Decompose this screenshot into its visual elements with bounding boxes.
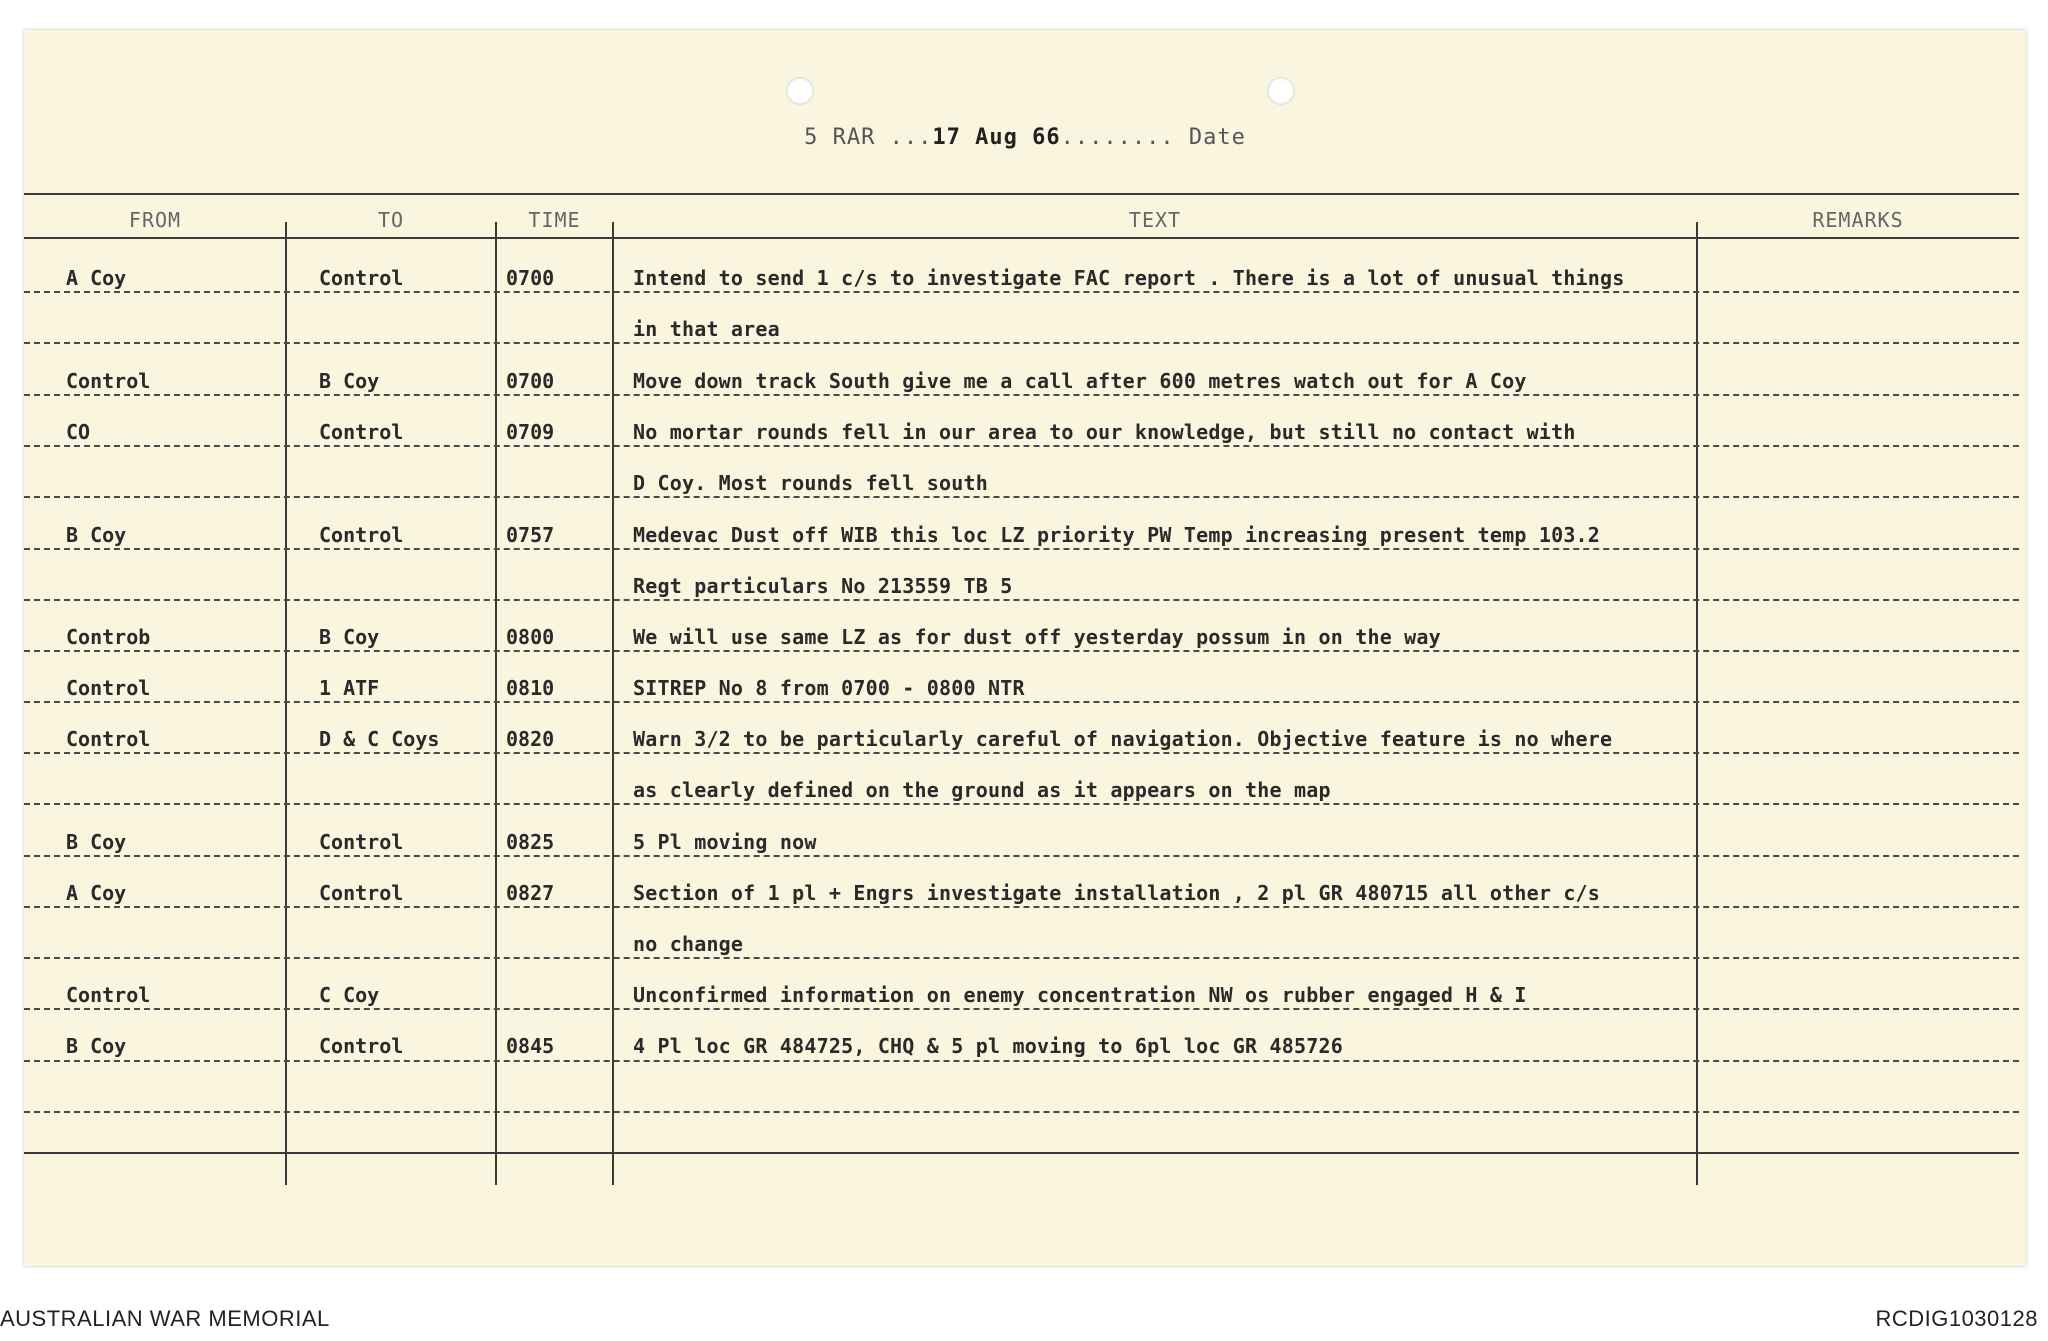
- row-rule: [24, 957, 2019, 959]
- row-text: Section of 1 pl + Engrs investigate installation , 2 pl GR 480715 all other c/s: [633, 881, 1601, 905]
- row-text: in that area: [633, 317, 780, 341]
- row-text: 4 Pl loc GR 484725, CHQ & 5 pl moving to 6pl loc GR 485726: [633, 1034, 1343, 1058]
- row-rule: [24, 1060, 2019, 1062]
- row-rule: [24, 342, 2019, 344]
- row-rule: [24, 599, 2019, 601]
- table-bottom-rule: [24, 1152, 2019, 1154]
- row-rule: [24, 394, 2019, 396]
- archive-credit: AUSTRALIAN WAR MEMORIAL: [0, 1306, 330, 1331]
- row-text: as clearly defined on the ground as it appears on the map: [633, 778, 1331, 802]
- row-time: 0810: [506, 676, 555, 700]
- column-header-text: TEXT: [1128, 208, 1182, 232]
- row-rule: [24, 548, 2019, 550]
- row-from: Control: [66, 676, 151, 700]
- row-to: 1 ATF: [319, 676, 380, 700]
- row-time: 0827: [506, 881, 555, 905]
- unit-name: 5 RAR: [804, 125, 876, 150]
- row-to: Control: [319, 266, 404, 290]
- row-to: Control: [319, 881, 404, 905]
- row-rule: [24, 291, 2019, 293]
- row-time: 0820: [506, 727, 555, 751]
- row-from: B Coy: [66, 523, 127, 547]
- row-from: B Coy: [66, 1034, 127, 1058]
- header-dots: ........: [1060, 125, 1175, 150]
- header-rule: [24, 237, 2019, 239]
- column-header-from: FROM: [128, 208, 182, 232]
- row-rule: [24, 752, 2019, 754]
- column-rule: [495, 222, 497, 1185]
- row-rule: [24, 1111, 2019, 1113]
- punch-hole: [786, 77, 814, 105]
- row-rule: [24, 650, 2019, 652]
- column-rule: [612, 222, 614, 1185]
- row-rule: [24, 906, 2019, 908]
- row-rule: [24, 855, 2019, 857]
- row-rule: [24, 701, 2019, 703]
- row-to: Control: [319, 420, 404, 444]
- row-from: Controb: [66, 625, 151, 649]
- table-top-rule: [24, 193, 2019, 195]
- row-from: CO: [66, 420, 91, 444]
- message-log-sheet: [24, 30, 2026, 1266]
- row-to: Control: [319, 523, 404, 547]
- row-to: C Coy: [319, 983, 380, 1007]
- row-to: B Coy: [319, 369, 380, 393]
- row-text: SITREP No 8 from 0700 - 0800 NTR: [633, 676, 1025, 700]
- row-from: A Coy: [66, 266, 127, 290]
- punch-hole: [1267, 77, 1295, 105]
- row-text: Warn 3/2 to be particularly careful of navigation. Objective feature is no where: [633, 727, 1613, 751]
- row-text: Regt particulars No 213559 TB 5: [633, 574, 1013, 598]
- row-time: 0700: [506, 266, 555, 290]
- row-rule: [24, 445, 2019, 447]
- archive-id: RCDIG1030128: [1875, 1306, 2038, 1331]
- column-rule: [1696, 222, 1698, 1185]
- row-time: 0709: [506, 420, 555, 444]
- row-time: 0757: [506, 523, 555, 547]
- row-to: Control: [319, 1034, 404, 1058]
- date-value: 17 Aug 66: [932, 125, 1061, 150]
- row-time: 0845: [506, 1034, 555, 1058]
- row-from: Control: [66, 369, 151, 393]
- row-to: B Coy: [319, 625, 380, 649]
- row-to: D & C Coys: [319, 727, 440, 751]
- row-text: Unconfirmed information on enemy concentration NW os rubber engaged H & I: [633, 983, 1527, 1007]
- column-rule: [285, 222, 287, 1185]
- row-text: Intend to send 1 c/s to investigate FAC report . There is a lot of unusual things: [633, 266, 1625, 290]
- row-text: Move down track South give me a call after 600 metres watch out for A Coy: [633, 369, 1527, 393]
- header-dots: ...: [889, 125, 933, 150]
- row-from: Control: [66, 983, 151, 1007]
- row-text: no change: [633, 932, 744, 956]
- row-time: 0700: [506, 369, 555, 393]
- column-header-remarks: REMARKS: [1812, 208, 1904, 232]
- row-to: Control: [319, 830, 404, 854]
- row-rule: [24, 1008, 2019, 1010]
- row-text: We will use same LZ as for dust off yesterday possum in on the way: [633, 625, 1441, 649]
- row-time: 0800: [506, 625, 555, 649]
- column-header-time: TIME: [528, 208, 581, 232]
- row-text: No mortar rounds fell in our area to our knowledge, but still no contact with: [633, 420, 1576, 444]
- row-from: A Coy: [66, 881, 127, 905]
- row-rule: [24, 803, 2019, 805]
- date-label: Date: [1188, 125, 1246, 150]
- sheet-header: [24, 125, 2026, 150]
- row-text: Medevac Dust off WIB this loc LZ priority PW Temp increasing present temp 103.2: [633, 523, 1601, 547]
- row-from: B Coy: [66, 830, 127, 854]
- row-rule: [24, 496, 2019, 498]
- row-text: 5 Pl moving now: [633, 830, 817, 854]
- row-time: 0825: [506, 830, 555, 854]
- row-from: Control: [66, 727, 151, 751]
- column-header-to: TO: [377, 208, 405, 232]
- row-text: D Coy. Most rounds fell south: [633, 471, 988, 495]
